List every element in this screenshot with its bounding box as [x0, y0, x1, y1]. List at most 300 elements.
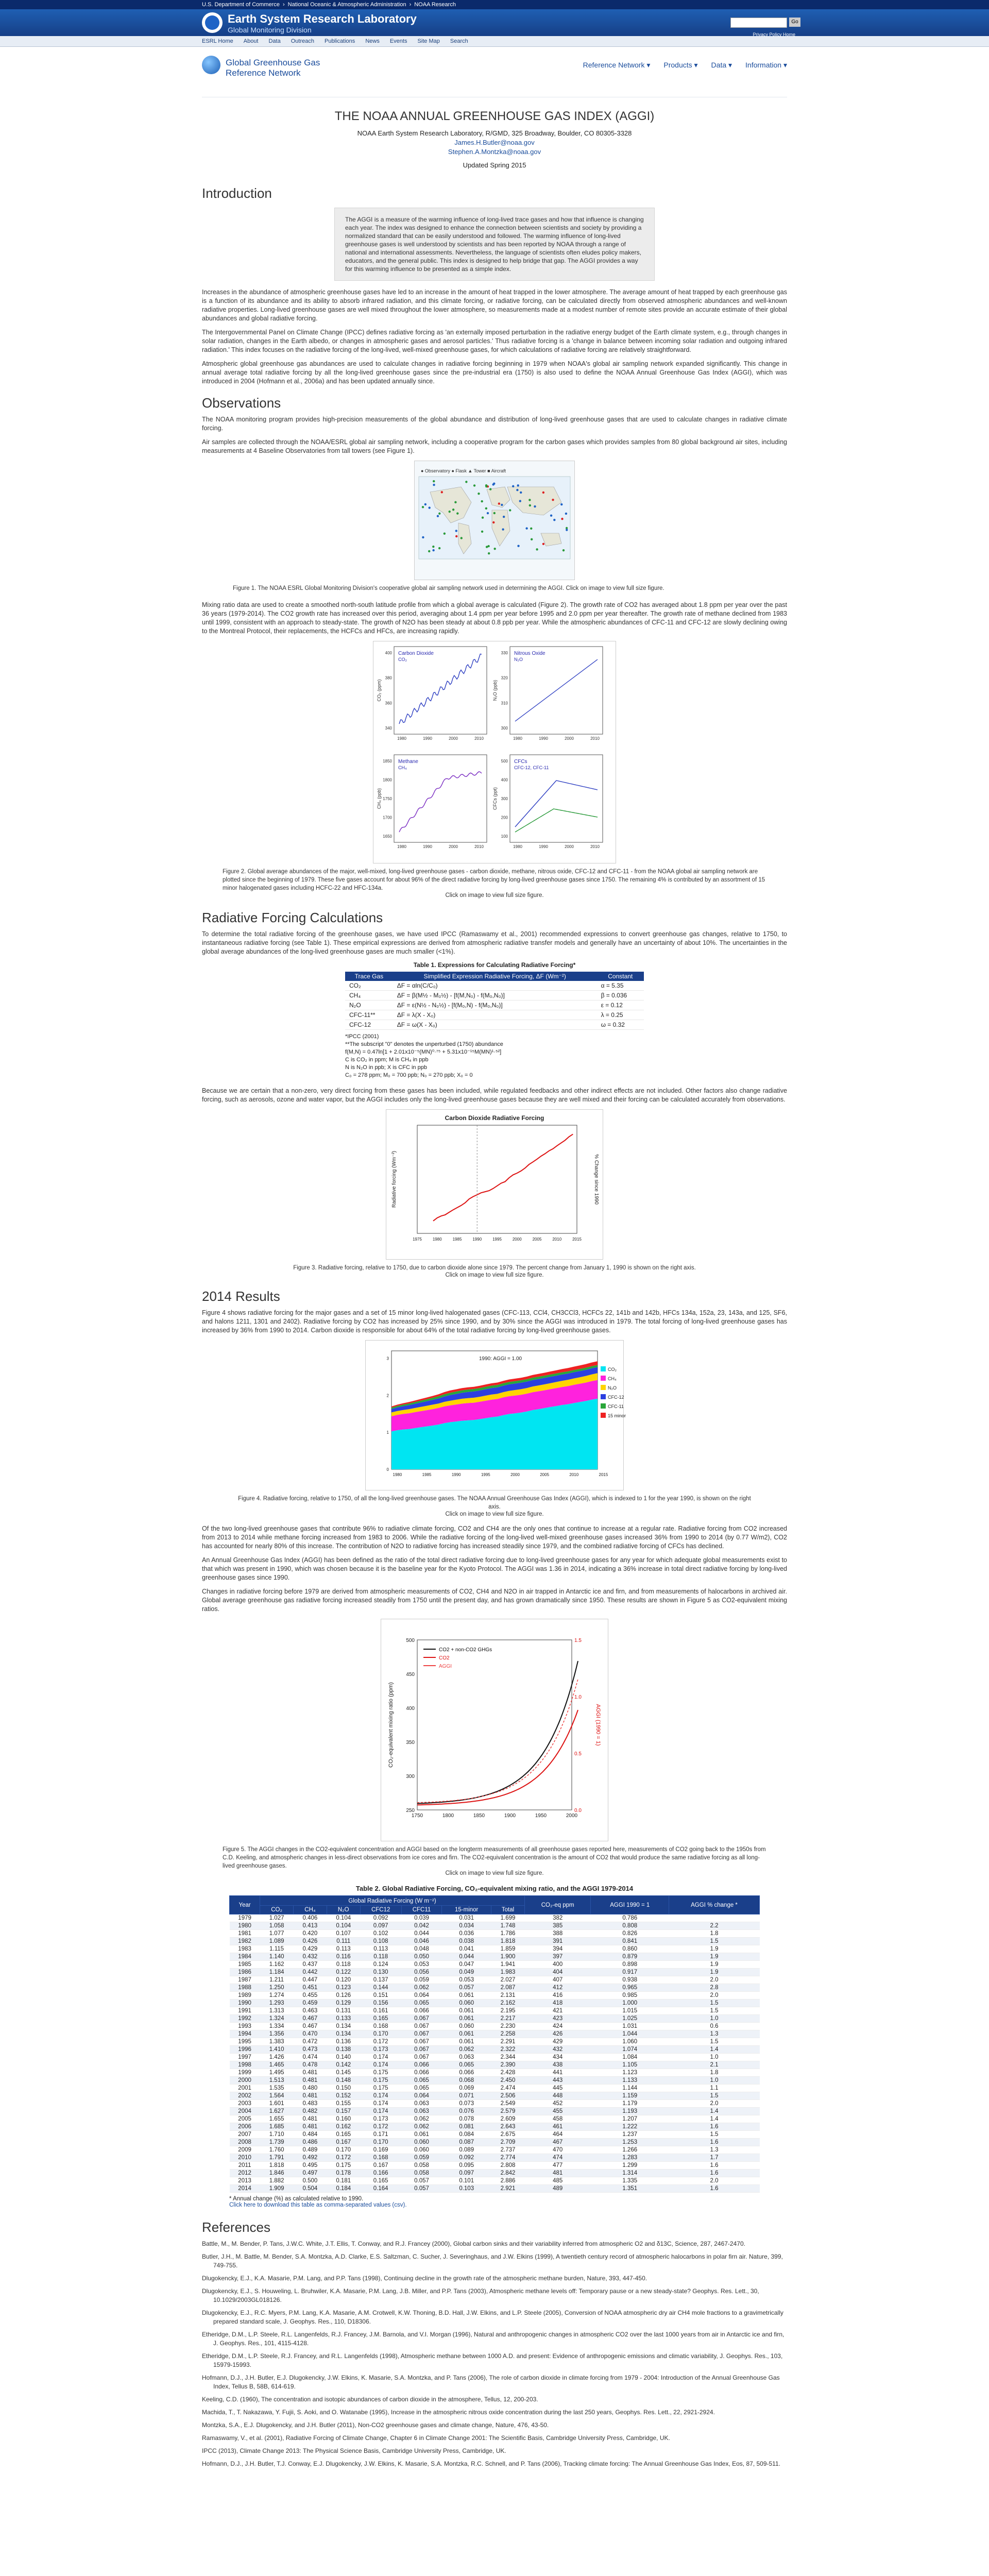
table-2-cell: 2001 [230, 2084, 260, 2092]
globe-icon[interactable] [202, 56, 220, 74]
network-site-marker [438, 547, 440, 549]
panel-xtick: 1990 [539, 844, 548, 849]
results-paragraph: Figure 4 shows radiative forcing for the major gases and a set of 15 minor long-lived halogenated gases (CFC-113, CCl4, CH3CCl3, HCFCs 22, 141b and 142b, HFCs 134a, 152a, 23, 143a, and 125, SF6, and halons 1211, 1301 and 2402). Radiative forcing by CO2 has increased by 25% since 1990, and by 30% since the AGGI was introduced in 1979. The total forcing of long-lived greenhouse gases has increased by 36% from 1990 to 2014. Carbon dioxide is responsible for about 64% of the total radiative forcing by long-lived greenhouse gases. [202, 1309, 787, 1334]
email-butler-link[interactable]: James.H.Butler@noaa.gov [454, 139, 535, 146]
network-site-marker [428, 550, 430, 552]
topbar-link-research[interactable]: NOAA Research [414, 2, 456, 8]
table-2-cell: 423 [524, 2015, 590, 2023]
fig3-title: Carbon Dioxide Radiative Forcing [445, 1114, 544, 1122]
table-2-row [230, 2177, 760, 2185]
panel-ytick: 340 [385, 726, 392, 731]
panel-ytick: 100 [501, 834, 508, 839]
table-2-row [230, 1984, 760, 1992]
fig3-xtick: 1985 [452, 1237, 462, 1242]
menu-item-outreach[interactable]: Outreach [291, 38, 314, 44]
network-site-marker [487, 512, 489, 514]
table-2-cell: 2.0 [669, 1976, 760, 1984]
table-2-cell: 416 [524, 1992, 590, 1999]
table-2-cell: 0.481 [294, 2092, 327, 2100]
table-2-cell: 0.160 [327, 2115, 360, 2123]
menu-item-search[interactable]: Search [450, 38, 468, 44]
table-2-cell: 1.207 [591, 2115, 669, 2123]
table-2-cell: 1981 [230, 1930, 260, 1938]
network-site-marker [461, 537, 463, 539]
panel-title: Methane [398, 759, 418, 765]
fig5-ytick: 350 [406, 1740, 415, 1745]
table-2-cell: 0.144 [360, 1984, 401, 1992]
table-2-cell: 1.760 [260, 2146, 294, 2154]
fig4-ytick: 2 [386, 1393, 389, 1398]
table-2-cell: 0.053 [401, 1961, 442, 1969]
panel-xtick: 2010 [474, 844, 484, 849]
table-2-header: CO₂ [260, 1906, 294, 1914]
table-2-cell: 1.786 [491, 1930, 525, 1938]
page-title: THE NOAA ANNUAL GREENHOUSE GAS INDEX (AGGI) [334, 109, 655, 123]
table-2-cell: 0.044 [442, 1953, 491, 1961]
table-1-header: Constant [597, 972, 644, 981]
table-2-cell: 0.039 [401, 1914, 442, 1922]
table-1-cell: ω = 0.32 [597, 1020, 644, 1030]
author-address: NOAA Earth System Research Laboratory, R/GMD, 325 Broadway, Boulder, CO 80305-3328 [357, 129, 632, 137]
network-site-marker [512, 485, 514, 487]
table-2-cell: 0.474 [294, 2054, 327, 2061]
table-2-cell: 0.6 [669, 2023, 760, 2030]
table-1-cell: ΔF = λ(X - X₀) [393, 1010, 597, 1020]
table-2-cell: 448 [524, 2092, 590, 2100]
panel-ylabel: N₂O (ppb) [492, 680, 498, 701]
table-2-cell: 0.786 [591, 1914, 669, 1922]
table-2-cell: 1.8 [669, 1930, 760, 1938]
table-2-cell: 0.067 [401, 2046, 442, 2054]
table-2-cell: 1.105 [591, 2061, 669, 2069]
panel-frame [394, 647, 487, 734]
table-2-cell: 2008 [230, 2139, 260, 2146]
table-2-cell: 1.791 [260, 2154, 294, 2162]
table-2-cell: 1.334 [260, 2023, 294, 2030]
table-2-cell: 2.886 [491, 2177, 525, 2185]
table-2-cell: 1987 [230, 1976, 260, 1984]
table-2-cell: 391 [524, 1938, 590, 1945]
banner-subtitle: Global Monitoring Division [228, 26, 312, 34]
figure-3-caption: Figure 3. Radiative forcing, relative to 1750, due to carbon dioxide alone since 1979. The percent change from January 1, 1990 is shown on the right axis. [293, 1265, 696, 1271]
table-2-cell: 0.165 [360, 2177, 401, 2185]
fig5-ytick: 450 [406, 1672, 415, 1677]
fig5-xtick: 1850 [473, 1813, 485, 1819]
panel-xtick: 1990 [423, 736, 432, 741]
rf-paragraph: Because we are certain that a non-zero, very direct forcing from these gases has been included, while regulated feedbacks and other indirect effects are not included. Other factors also change radiative forcing, such as aerosols, ozone and water vapor, but the AGGI includes only the long-lived greenhouse gases because they are well mixed and their forcing can be calculated accurately from observations. [202, 1087, 787, 1103]
figure-3-link[interactable]: Click on image to view full size figure. [445, 1272, 544, 1278]
table-2-cell: 434 [524, 2054, 590, 2061]
table-2-header: CFC11 [401, 1906, 442, 1914]
table-2-cell: 2.131 [491, 1992, 525, 1999]
table-2-cell: 1.027 [260, 1914, 294, 1922]
panel-ytick: 400 [385, 651, 392, 655]
table-2-cell: 2.0 [669, 2100, 760, 2108]
network-site-marker [465, 481, 467, 483]
fig4-legend-swatch [601, 1376, 606, 1381]
network-site-marker [454, 501, 456, 503]
fig5-xtick: 1950 [535, 1813, 547, 1819]
table-2-cell: 2.027 [491, 1976, 525, 1984]
table-2-cell: 0.826 [591, 1930, 669, 1938]
table-2-cell: 0.050 [401, 1953, 442, 1961]
table-2-cell: 0.168 [360, 2023, 401, 2030]
network-site-marker [428, 506, 430, 509]
network-site-marker [498, 502, 500, 504]
table-2-cell: 0.406 [294, 1914, 327, 1922]
network-site-marker [488, 552, 490, 554]
table-2-cell: 0.463 [294, 2007, 327, 2015]
ggrn-header [202, 47, 787, 97]
network-site-marker [503, 516, 505, 518]
table-2-cell: 407 [524, 1976, 590, 1984]
table-2-cell: 1.077 [260, 1930, 294, 1938]
table-2-cell: 1.314 [591, 2170, 669, 2177]
fig4-legend-label: CFC-11 [608, 1404, 624, 1409]
figure-5-chart [381, 1619, 608, 1841]
panel-title: CFCs [514, 759, 527, 765]
network-site-marker [492, 483, 494, 485]
table-1-cell: CFC-11** [345, 1010, 393, 1020]
fig3-ylabel: Radiative forcing (Wm⁻²) [391, 1150, 397, 1208]
panel-ytick: 1800 [383, 777, 392, 783]
table-2-cell: 1983 [230, 1945, 260, 1953]
table-1-cell: CFC-12 [345, 1020, 393, 1030]
table-2-cell: 0.065 [401, 2077, 442, 2084]
table-2-row [230, 1976, 760, 1984]
table-2-cell: 0.432 [294, 1953, 327, 1961]
panel-ytick: 330 [501, 651, 508, 655]
reference-item: Battle, M., M. Bender, P. Tans, J.W.C. White, J.T. Ellis, T. Conway, and R.J. Francey (2000), Global carbon sinks and their variability inferred from atmospheric O2 and δ13C, Science, 287, 2467-2470. [202, 2240, 745, 2247]
table-2-cell: 1.739 [260, 2139, 294, 2146]
figure-2-link[interactable]: Click on image to view full size figure. [445, 892, 544, 899]
fig3-xtick: 1980 [432, 1237, 442, 1242]
network-site-marker [550, 514, 552, 516]
table-1 [345, 972, 644, 1030]
nav-reference-network[interactable]: Reference Network ▾ [583, 61, 651, 69]
table-2-cell: 0.162 [327, 2123, 360, 2131]
table-2-cell: 0.495 [294, 2162, 327, 2170]
network-site-marker [455, 530, 457, 532]
menu-item-sitemap[interactable]: Site Map [417, 38, 440, 44]
table-2-cell: 1.818 [491, 1938, 525, 1945]
table-2-cell: 0.151 [360, 1992, 401, 1999]
table-2-cell: 0.065 [401, 2084, 442, 2092]
panel-formula: N₂O [514, 657, 523, 662]
table-2-cell: 0.063 [401, 2100, 442, 2108]
table-2-cell: 1986 [230, 1969, 260, 1976]
table-2-cell: 1.748 [491, 1922, 525, 1930]
table-2-cell: 443 [524, 2077, 590, 2084]
panel-xtick: 1980 [397, 736, 406, 741]
table-2-row [230, 2170, 760, 2177]
fig3-xtick: 1975 [413, 1237, 422, 1242]
table-2-cell: 0.108 [360, 1938, 401, 1945]
table-2-cell: 0.486 [294, 2139, 327, 2146]
fig4-xtick: 2005 [540, 1472, 550, 1477]
nav-data[interactable]: Data ▾ [711, 61, 732, 69]
network-site-marker [493, 548, 496, 550]
panel-title: Nitrous Oxide [514, 651, 545, 656]
world-map [415, 461, 574, 580]
panel-ytick: 310 [501, 701, 508, 706]
table-2-cell: 1.313 [260, 2007, 294, 2015]
table-2-cell: 0.413 [294, 1922, 327, 1930]
table-2-cell: 0.965 [591, 1984, 669, 1992]
table-2-cell: 1.6 [669, 2139, 760, 2146]
table-2-cell: 1.513 [260, 2077, 294, 2084]
network-site-marker [562, 549, 565, 551]
table-2-cell: 2009 [230, 2146, 260, 2154]
table-2-cell: 1.283 [591, 2154, 669, 2162]
table-2-cell: 1.133 [591, 2077, 669, 2084]
table-1-cell: CH₄ [345, 991, 393, 1001]
figure-4-total-forcing[interactable] [365, 1340, 624, 1490]
table-2-cell: 0.170 [327, 2146, 360, 2154]
table-2-header: CH₄ [294, 1906, 327, 1914]
table-2-cell: 1999 [230, 2069, 260, 2077]
table-2-cell: 1.882 [260, 2177, 294, 2185]
table-2-cell: 2.428 [491, 2069, 525, 2077]
table-2-cell: 0.175 [360, 2084, 401, 2092]
table-2-cell: 1.4 [669, 2046, 760, 2054]
table-1-row [345, 1010, 644, 1020]
table-2-title: Table 2. Global Radiative Forcing, CO₂-equivalent mixing ratio, and the AGGI 1979-2014 [355, 1885, 634, 1892]
table-2-cell: 0.442 [294, 1969, 327, 1976]
search-input[interactable] [730, 18, 787, 28]
search-button[interactable]: Go [789, 18, 800, 27]
table-1-header: Simplified Expression Radiative Forcing, ΔF (Wm⁻²) [393, 972, 597, 981]
table-2-cell: 2.450 [491, 2077, 525, 2084]
ggrn-title[interactable]: Global Greenhouse Gas Reference Network [226, 58, 320, 78]
table-2-row [230, 2023, 760, 2030]
table-2-cell: 0.061 [442, 2038, 491, 2046]
obs-paragraph: Mixing ratio data are used to create a smoothed north-south latitude profile from which a global average is calculated (Figure 2). The growth rate of CO2 has averaged about 1.8 ppm per year over the past 36 years (1979-2014). The CO2 growth rate has increased over this period, averaging about 1.4 ppm per year before 1995 and 2.0 ppm per year thereafter. The growth rate of methane declined from 1983 until 1999, consistent with an approach to steady-state. The growth of N2O has been steady at about 0.8 ppb per year. While the atmospheric abundances of CFC-11 and CFC-12 are slowly declining owing to the Montreal Protocol, their replacements, the HCFCs and HFCs, are increasing rapidly. [202, 601, 787, 635]
fig5-xtick: 2000 [566, 1813, 578, 1819]
table-2-row [230, 2084, 760, 2092]
table-2-cell: 1.8 [669, 2069, 760, 2077]
table-2-cell: 1.222 [591, 2123, 669, 2131]
fig3-y2label: % Change since 1990 [593, 1154, 599, 1205]
panel-ylabel: CO₂ (ppm) [377, 679, 382, 702]
table-2-cell: 2.162 [491, 1999, 525, 2007]
banner-title: Earth System Research Laboratory [228, 12, 417, 25]
menu-item-publications[interactable]: Publications [324, 38, 355, 44]
table-2-cell: 0.167 [327, 2139, 360, 2146]
table-2-cell: 0.061 [442, 1992, 491, 1999]
table-2-cell: 0.165 [327, 2131, 360, 2139]
table-2-cell: 0.087 [442, 2139, 491, 2146]
fig4-legend-swatch [601, 1366, 606, 1371]
network-site-marker [452, 509, 454, 511]
table-2-cell: 394 [524, 1945, 590, 1953]
figure-1-caption: Figure 1. The NOAA ESRL Global Monitoring Division's cooperative global air sampling network used in determining the AGGI. Click on image to view full size figure. [233, 585, 664, 591]
table-2-row [230, 2069, 760, 2077]
table-2-cell: 0.429 [294, 1945, 327, 1953]
table-2-cell: 0.123 [327, 1984, 360, 1992]
table-2-cell: 0.063 [442, 2054, 491, 2061]
table-2-cell: 2.737 [491, 2146, 525, 2154]
table-1-cell: N₂O [345, 1001, 393, 1010]
table-2-cell: 0.067 [401, 2023, 442, 2030]
table-2-cell: 0.134 [327, 2023, 360, 2030]
table-2-cell: 432 [524, 2046, 590, 2054]
reference-item: Ramaswamy, V., et al. (2001), Radiative Forcing of Climate Change, Chapter 6 in Climate Change 2001: The Scientific Basis, Cambridge University Press, Cambridge, UK. [202, 2434, 670, 2442]
table-2-header: Year [230, 1896, 260, 1914]
figure-2-panels[interactable] [373, 641, 616, 863]
table-2-cell: 461 [524, 2123, 590, 2131]
email-montzka-link[interactable]: Stephen.A.Montzka@noaa.gov [448, 148, 541, 156]
fig4-xtick: 1980 [393, 1472, 402, 1477]
fig4-legend-label: 15 minor [608, 1413, 626, 1418]
network-site-marker [553, 519, 555, 521]
network-site-marker [432, 546, 434, 548]
table-2-cell: 1.535 [260, 2084, 294, 2092]
obs-paragraph: Air samples are collected through the NOAA/ESRL global air sampling network, including a cooperative program for the carbon gases which provides samples from 80 global background air sites, including measurements at 4 Baseline Observatories from tall towers (see Figure 1). [202, 438, 787, 454]
fig4-legend-label: CFC-12 [608, 1395, 624, 1400]
table-2-cell: 458 [524, 2115, 590, 2123]
table-2-cell: 2.709 [491, 2139, 525, 2146]
table-2-cell: 2.087 [491, 1984, 525, 1992]
table-2-cell: 0.178 [327, 2170, 360, 2177]
table-1-cell: α = 5.35 [597, 981, 644, 991]
table-2-cell: 0.078 [442, 2115, 491, 2123]
menu-item-about[interactable]: About [243, 38, 259, 44]
table-2-row [230, 1999, 760, 2007]
table-2-row [230, 2139, 760, 2146]
table-2-cell: 0.092 [442, 2154, 491, 2162]
network-site-marker [531, 538, 533, 540]
table-2-cell: 2.579 [491, 2108, 525, 2115]
table-2-cell: 0.048 [401, 1945, 442, 1953]
table-2-cell: 0.057 [401, 2177, 442, 2185]
table-2-cell: 1990 [230, 1999, 260, 2007]
table-1-cell: ΔF = ω(X - X₀) [393, 1020, 597, 1030]
figure-4-link[interactable]: Click on image to view full size figure. [445, 1511, 544, 1517]
network-site-marker [509, 509, 511, 511]
table-2-row [230, 2108, 760, 2115]
table-2-cell: 0.170 [360, 2139, 401, 2146]
figure-1-network-map[interactable] [414, 461, 575, 580]
network-site-marker [432, 549, 434, 551]
table-2-cell: 0.481 [294, 2115, 327, 2123]
table-2-cell: 2011 [230, 2162, 260, 2170]
references-heading: References [202, 2219, 270, 2235]
table-2-cell: 1.293 [260, 1999, 294, 2007]
topbar-link-noaa[interactable]: National Oceanic & Atmospheric Administration [287, 2, 406, 8]
menu-item-news[interactable]: News [365, 38, 380, 44]
table-2-cell: 1.859 [491, 1945, 525, 1953]
table-2-cell: 1.184 [260, 1969, 294, 1976]
table-2-cell: 2002 [230, 2092, 260, 2100]
panel-ytick: 1750 [383, 796, 392, 801]
table-2-cell: 0.170 [360, 2030, 401, 2038]
table-2-cell: 0.172 [360, 2038, 401, 2046]
fig5-ytick: 500 [406, 1638, 415, 1643]
table-2-cell: 1.909 [260, 2185, 294, 2193]
table-2-cell: 0.113 [360, 1945, 401, 1953]
table-2-cell: 2.8 [669, 1984, 760, 1992]
privacy-home-link[interactable]: Privacy Policy Home [753, 32, 795, 37]
reference-item: Montzka, S.A., E.J. Dlugokencky, and J.H. Butler (2011), Non-CO2 greenhouse gases and climate change, Nature, 476, 43-50. [202, 2421, 549, 2429]
table-2-cell: 1.426 [260, 2054, 294, 2061]
network-site-marker [486, 546, 488, 548]
table-2-cell: 0.060 [442, 1999, 491, 2007]
table-2-cell: 0.104 [327, 1922, 360, 1930]
table-2-cell: 1.495 [260, 2069, 294, 2077]
table-2-cell: 2.774 [491, 2154, 525, 2162]
network-site-marker [433, 484, 435, 486]
nav-products[interactable]: Products ▾ [663, 61, 698, 69]
table-2-cell: 464 [524, 2131, 590, 2139]
table-2-cell: 0.172 [327, 2154, 360, 2162]
figure-5-co2eq[interactable] [381, 1619, 608, 1841]
fig4-xtick: 1985 [422, 1472, 432, 1477]
table-2-cell: 0.056 [401, 1969, 442, 1976]
table-2-cell: 1.324 [260, 2015, 294, 2023]
figure-3-co2-forcing[interactable] [386, 1109, 603, 1260]
network-site-marker [433, 480, 435, 482]
panel-xtick: 1990 [539, 736, 548, 741]
table-1-row [345, 981, 644, 991]
esrl-logo-icon[interactable] [202, 12, 223, 33]
network-site-marker [534, 505, 536, 507]
fig5-xtick: 1800 [442, 1813, 454, 1819]
menu-item-home[interactable]: ESRL Home [202, 38, 233, 44]
fig5-legend-label: AGGI [439, 1664, 452, 1669]
observations-heading: Observations [202, 395, 281, 411]
table-1-note: *IPCC (2001) [345, 1033, 379, 1040]
table-2-cell: 2.1 [669, 2061, 760, 2069]
table-2-cell: 388 [524, 1930, 590, 1938]
table-2-header: AGGI % change * [669, 1896, 760, 1914]
table-2-row [230, 1992, 760, 1999]
table-2-cell: 0.097 [360, 1922, 401, 1930]
table-2-cell: 0.175 [327, 2162, 360, 2170]
table-2-cell: 0.451 [294, 1984, 327, 1992]
table-2-cell: 0.067 [401, 2015, 442, 2023]
menu-item-events[interactable]: Events [389, 38, 407, 44]
table-2-cell: 2012 [230, 2170, 260, 2177]
figure-5-link[interactable]: Click on image to view full size figure. [445, 1870, 544, 1876]
topbar-link-commerce[interactable]: U.S. Department of Commerce [202, 2, 280, 8]
table-2-row [230, 2115, 760, 2123]
table-2-cell: 1.5 [669, 2092, 760, 2100]
table-1-row [345, 1001, 644, 1010]
fig5-xtick: 1900 [504, 1813, 516, 1819]
table-2-cell: 1.031 [591, 2023, 669, 2030]
nav-information[interactable]: Information ▾ [745, 61, 787, 69]
menu-item-data[interactable]: Data [268, 38, 281, 44]
table-2-cell: 0.065 [401, 1999, 442, 2007]
table-2-cell: 0.031 [442, 1914, 491, 1922]
table-2-csv-link[interactable]: Click here to download this table as comma-separated values (csv). [229, 2202, 407, 2208]
table-2-cell: 1.250 [260, 1984, 294, 1992]
table-2-cell: 1.140 [260, 1953, 294, 1961]
table-2-cell: 0.500 [294, 2177, 327, 2185]
table-2-cell: 1.044 [591, 2030, 669, 2038]
table-2-cell: 404 [524, 1969, 590, 1976]
table-2-cell: 429 [524, 2038, 590, 2046]
table-2-cell: 0.101 [442, 2177, 491, 2185]
intro-paragraph: Atmospheric global greenhouse gas abundances are used to calculate changes in radiative forcing beginning in 1979 when NOAA's global air sampling network expanded significantly. This change in annual average total radiative forcing by all the long-lived greenhouse gases since the pre-industrial era (1750) is also used to define the NOAA Annual Greenhouse Gas Index (AGGI), which was introduced in 2004 (Hofmann et al., 2006a) and has been updated annually since. [202, 360, 787, 385]
table-2-cell: 0.174 [360, 2054, 401, 2061]
network-site-marker [422, 506, 424, 508]
table-2-cell: 1.941 [491, 1961, 525, 1969]
panel-xtick: 2010 [590, 736, 600, 741]
reference-item: Butler, J.H., M. Battle, M. Bender, S.A. Montzka, A.D. Clarke, E.S. Saltzman, C. Sucher, J. Severinghaus, and J.W. Elkins (1999), A twentieth century record of atmospheric halocarbons in polar firn air. Nature, 399, 749-755. [202, 2253, 783, 2269]
table-2-cell: 0.120 [327, 1976, 360, 1984]
